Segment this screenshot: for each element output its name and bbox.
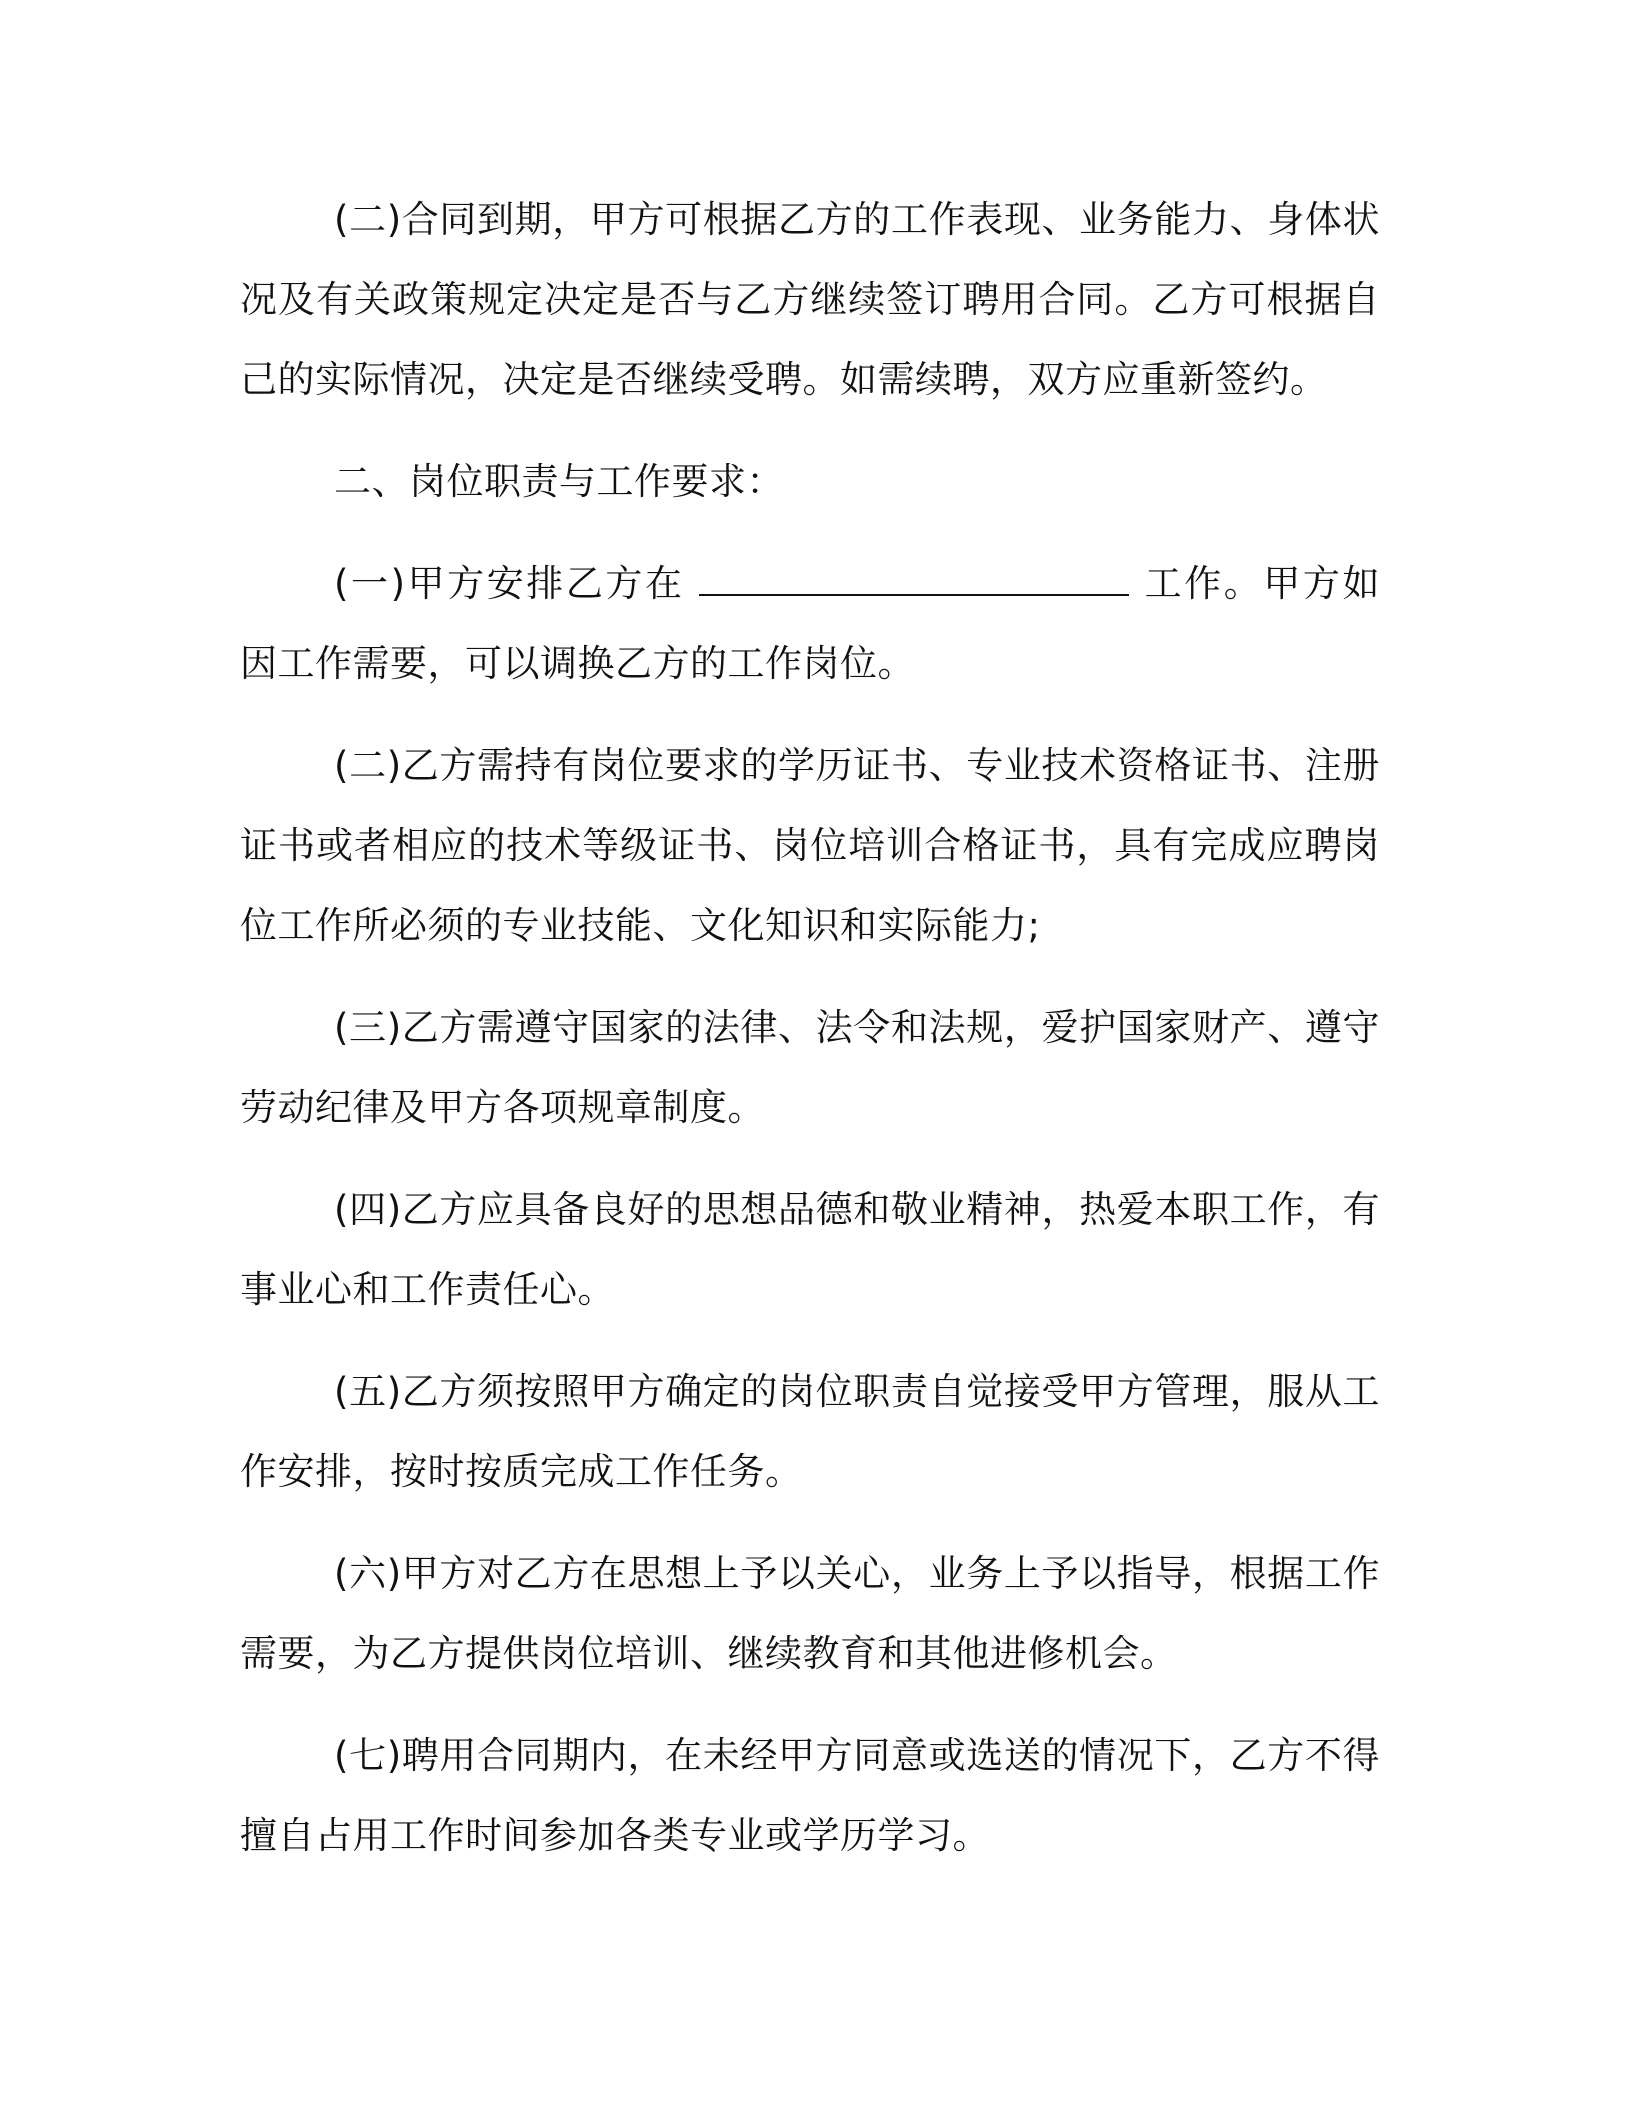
section-heading-duties: 二、岗位职责与工作要求： — [334, 460, 784, 503]
paragraph-ethics: (四)乙方应具备良好的思想品德和敬业精神，热爱本职工作，有事业心和工作责任心。 — [240, 1188, 1380, 1311]
paragraph-study: (七)聘用合同期内，在未经甲方同意或选送的情况下，乙方不得擅自占用工作时间参加各类专业或学历学习。 — [240, 1734, 1380, 1857]
paragraph-management: (五)乙方须按照甲方确定的岗位职责自觉接受甲方管理，服从工作安排，按时按质完成工作任务。 — [240, 1370, 1380, 1493]
paragraph-laws: (三)乙方需遵守国家的法律、法令和法规，爱护国家财产、遵守劳动纪律及甲方各项规章制度。 — [240, 1006, 1380, 1129]
job-assignment-prefix: (一)甲方安排乙方在 — [334, 562, 685, 605]
document-body — [240, 180, 1380, 1876]
blank-line — [699, 564, 1129, 596]
paragraph-qualifications: (二)乙方需持有岗位要求的学历证书、专业技术资格证书、注册证书或者相应的技术等级证书、岗位培训合格证书，具有完成应聘岗位工作所必须的专业技能、文化知识和实际能力; — [240, 744, 1380, 947]
paragraph-contract-expiry: (二)合同到期，甲方可根据乙方的工作表现、业务能力、身体状况及有关政策规定决定是否与乙方继续签订聘用合同。乙方可根据自己的实际情况，决定是否继续受聘。如需续聘，双方应重新签约。 — [240, 198, 1380, 401]
paragraph-job-assignment — [240, 544, 1380, 704]
paragraph-training: (六)甲方对乙方在思想上予以关心，业务上予以指导，根据工作需要，为乙方提供岗位培训、继续教育和其他进修机会。 — [240, 1552, 1380, 1675]
job-assignment-suffix: 工作。甲方如因工作需要，可以调换乙方的工作岗位。 — [240, 562, 1380, 685]
